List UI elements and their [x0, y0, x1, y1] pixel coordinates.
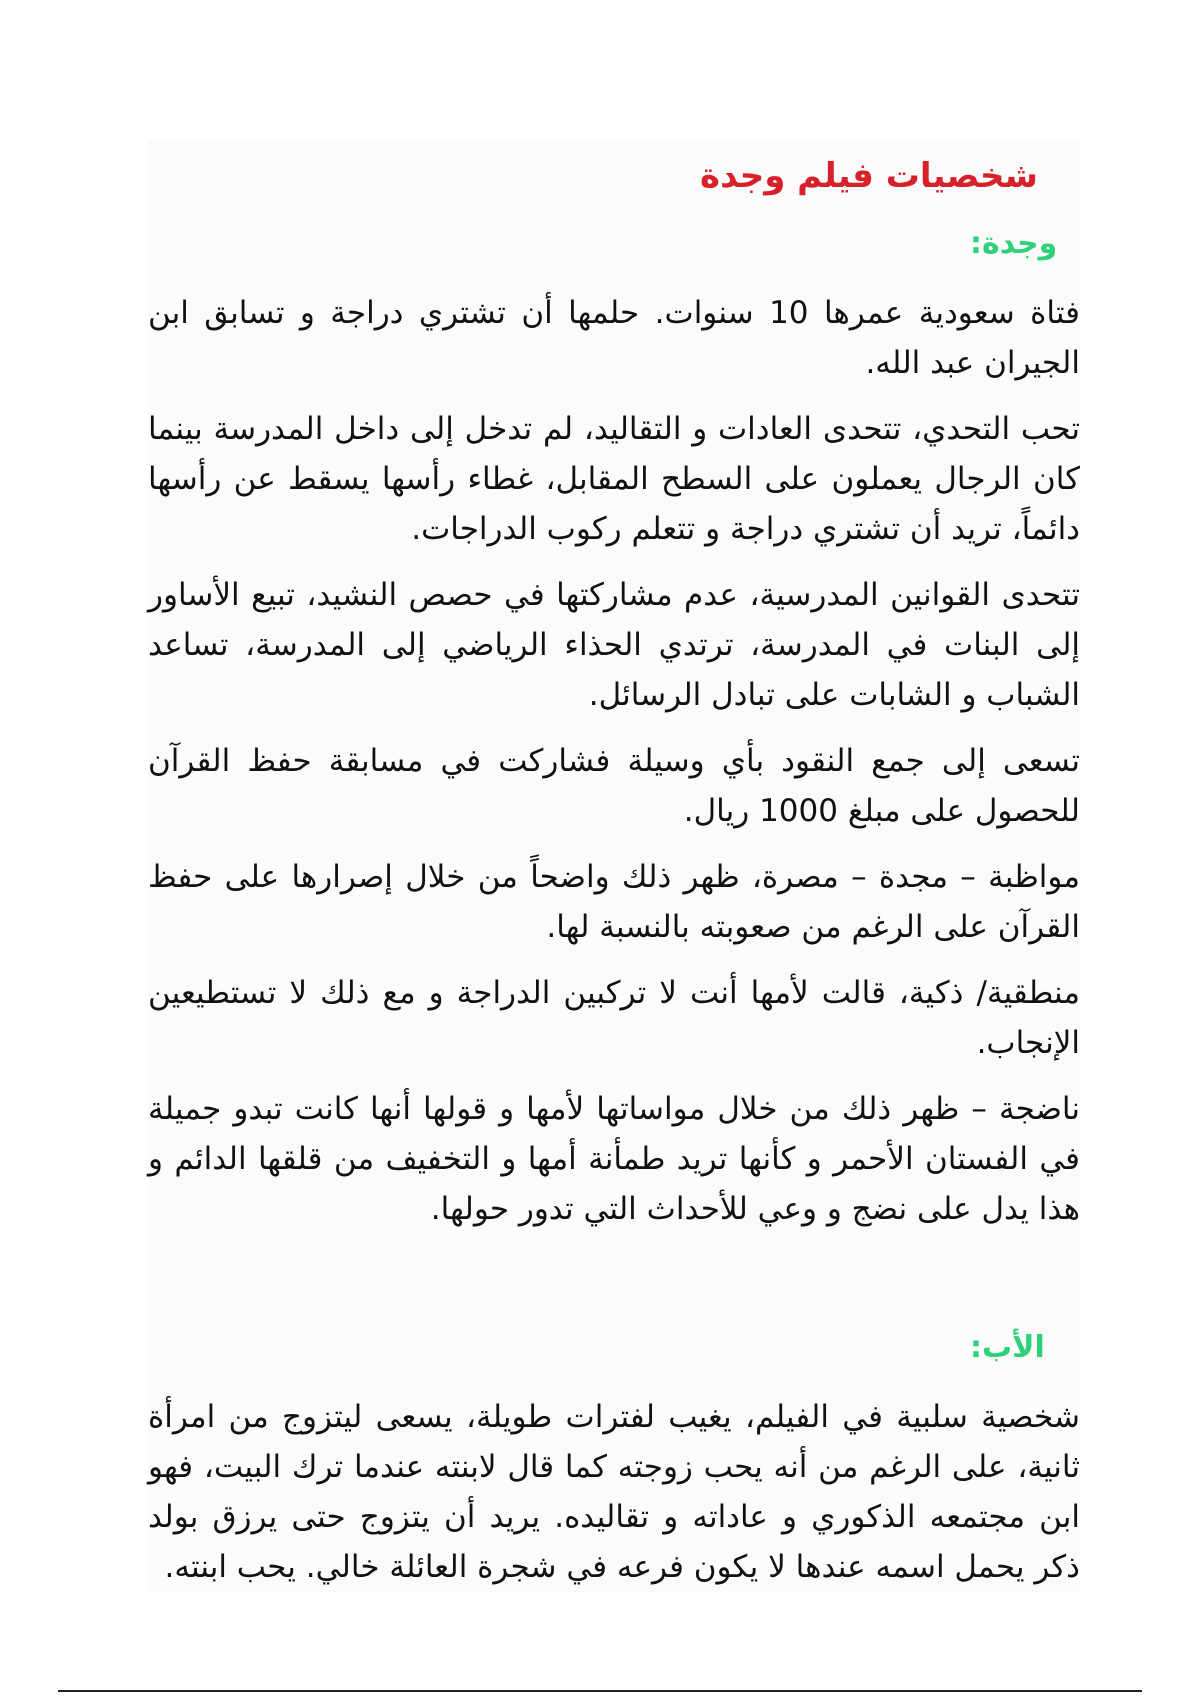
paragraph: ناضجة – ظهر ذلك من خلال مواساتها لأمها و قولها أنها كانت تبدو جميلة في الفستان الأحمر و كأنها تريد طمأنة أمها و التخفيف من قلقها الدائم و هذا يدل على نضج و وعي للأحداث التي تدور حولها.	[148, 1091, 1080, 1227]
page-bottom-divider	[58, 1690, 1142, 1692]
paragraph: تسعى إلى جمع النقود بأي وسيلة فشاركت في مسابقة حفظ القرآن للحصول على مبلغ 1000 ريال.	[148, 743, 1080, 829]
paragraph: شخصية سلبية في الفيلم، يغيب لفترات طويلة، يسعى ليتزوج من امرأة ثانية، على الرغم من أنه يحب زوجته كما قال لابنته عندما ترك البيت، فهو ابن مجتمعه الذكوري و عاداته و تقاليده. يريد أن يتزوج حتى يرزق بولد ذكر يحمل اسمه عندها لا يكون فرعه في شجرة العائلة خالي. يحب ابنته.	[148, 1399, 1080, 1585]
paragraph: فتاة سعودية عمرها 10 سنوات. حلمها أن تشتري دراجة و تسابق ابن الجيران عبد الله.	[148, 295, 1080, 381]
document-title: شخصيات فيلم وجدة	[700, 156, 1038, 196]
section-heading-wajda: وجدة:	[970, 226, 1058, 261]
paragraph: تحب التحدي، تتحدى العادات و التقاليد، لم تدخل إلى داخل المدرسة بينما كان الرجال يعملون على السطح المقابل، غطاء رأسها يسقط عن رأسها دائماً، تريد أن تشتري دراجة و تتعلم ركوب الدراجات.	[148, 411, 1080, 547]
document-body	[148, 140, 1080, 1592]
paragraph: منطقية/ ذكية، قالت لأمها أنت لا تركبين الدراجة و مع ذلك لا تستطيعين الإنجاب.	[148, 975, 1080, 1061]
paragraph: تتحدى القوانين المدرسية، عدم مشاركتها في حصص النشيد، تبيع الأساور إلى البنات في المدرسة، ترتدي الحذاء الرياضي إلى المدرسة، تساعد الشباب و الشابات على تبادل الرسائل.	[148, 577, 1080, 713]
section-heading-father: الأب:	[970, 1330, 1045, 1365]
paragraph: مواظبة – مجدة – مصرة، ظهر ذلك واضحاً من خلال إصرارها على حفظ القرآن على الرغم من صعوبته بالنسبة لها.	[148, 859, 1080, 945]
